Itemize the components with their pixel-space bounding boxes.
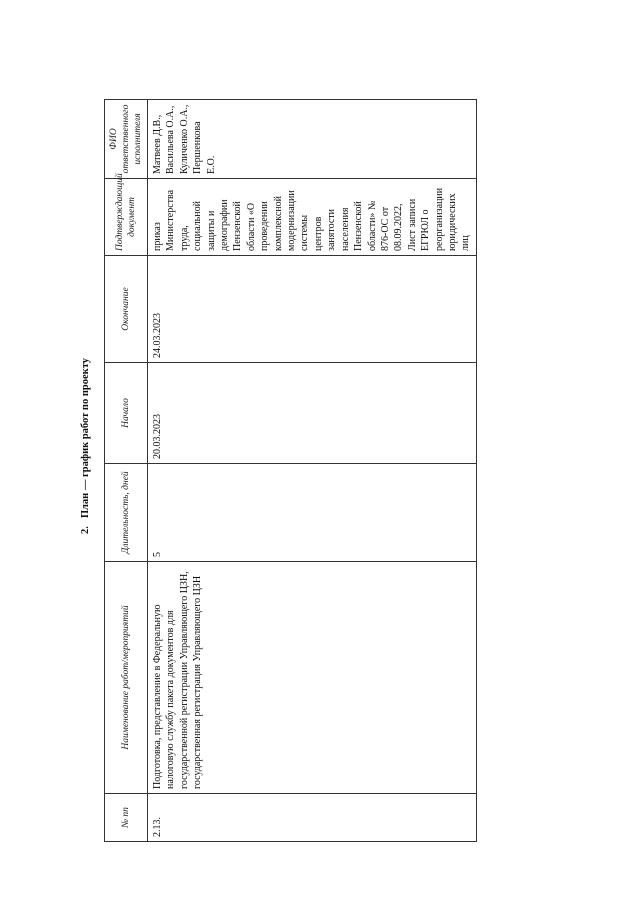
cell-work-name: Подготовка, представление в Федеральную налоговую службу пакета документов для государственной регистрации Управляющего ЦЗН, государственная регистрация Управляющего ЦЗН <box>148 562 477 794</box>
header-number: № пп <box>105 794 148 842</box>
responsible-person: Першенкова Е.О. <box>192 121 217 174</box>
table-header-row <box>105 100 148 842</box>
header-document: Подтверждающий документ <box>105 179 148 256</box>
header-duration: Длительность, дней <box>105 464 148 562</box>
header-end: Окончание <box>105 256 148 363</box>
plan-table-sheet <box>104 100 472 842</box>
header-work-name: Наименование работ/мероприятий <box>105 562 148 794</box>
cell-responsible <box>148 100 477 179</box>
cell-duration: 5 <box>148 464 477 562</box>
responsible-person: Васильева О.А., <box>165 105 177 174</box>
section-heading: План — график работ по проекту <box>80 358 91 519</box>
section-number: 2. <box>80 526 91 534</box>
header-start: Начало <box>105 363 148 464</box>
cell-start-date: 20.03.2023 <box>148 363 477 464</box>
table-row <box>148 100 477 842</box>
cell-document: приказ Министерства труда, социальной защиты и демографии Пензенской области «О проведении комплексной модернизации системы центров занятости населения Пензенской области» № 876-ОС от 08.09.2022, Лист записи ЕГРЮЛ о реорганизации юридических лиц <box>148 179 477 256</box>
responsible-person: Матвеев Д.В., <box>152 114 163 174</box>
plan-table <box>104 99 477 842</box>
cell-number: 2.13. <box>148 794 477 842</box>
header-responsible: ФИО ответственного исполнителя <box>105 100 148 179</box>
cell-end-date: 24.03.2023 <box>148 256 477 363</box>
section-title <box>77 324 95 534</box>
responsible-person: Куличенко О.А., <box>178 104 190 174</box>
